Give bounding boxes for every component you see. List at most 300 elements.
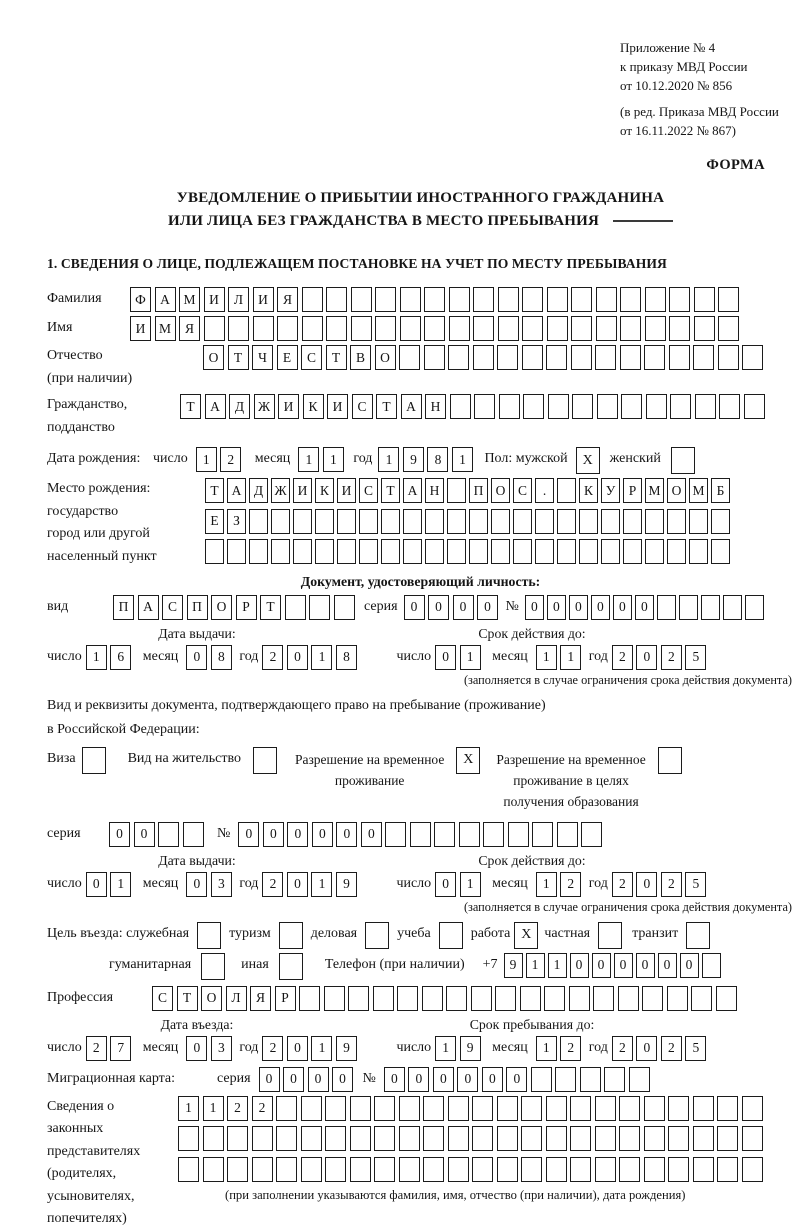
char-box[interactable]: [472, 1157, 493, 1182]
char-box[interactable]: 0: [283, 1067, 304, 1092]
char-box[interactable]: [695, 394, 716, 419]
char-box[interactable]: 0: [109, 822, 130, 847]
char-box[interactable]: 1: [86, 645, 107, 670]
char-box[interactable]: [469, 539, 488, 564]
char-box[interactable]: [522, 316, 543, 341]
char-box[interactable]: [570, 1126, 591, 1151]
char-box[interactable]: [252, 1157, 273, 1182]
char-box[interactable]: 0: [134, 822, 155, 847]
char-box[interactable]: [423, 1096, 444, 1121]
char-box[interactable]: [521, 1157, 542, 1182]
char-box[interactable]: [548, 394, 569, 419]
char-box[interactable]: [423, 1126, 444, 1151]
char-box[interactable]: [581, 822, 602, 847]
char-box[interactable]: [472, 1096, 493, 1121]
char-box[interactable]: [571, 316, 592, 341]
char-box[interactable]: [668, 1096, 689, 1121]
char-box[interactable]: [381, 539, 400, 564]
char-box[interactable]: [448, 1096, 469, 1121]
char-box[interactable]: [302, 316, 323, 341]
char-box[interactable]: М: [179, 287, 200, 312]
char-box[interactable]: [374, 1157, 395, 1182]
char-box[interactable]: [473, 287, 494, 312]
char-box[interactable]: 0: [658, 953, 677, 978]
char-box[interactable]: 1: [110, 872, 131, 897]
char-box[interactable]: [399, 1096, 420, 1121]
char-box[interactable]: [350, 1126, 371, 1151]
char-box[interactable]: 5: [685, 872, 706, 897]
char-box[interactable]: [669, 345, 690, 370]
char-box[interactable]: .: [535, 478, 554, 503]
char-box[interactable]: 2: [612, 1036, 633, 1061]
char-box[interactable]: 2: [612, 645, 633, 670]
char-box[interactable]: [495, 986, 516, 1011]
char-box[interactable]: П: [469, 478, 488, 503]
char-box[interactable]: [555, 1067, 576, 1092]
char-box[interactable]: [620, 345, 641, 370]
char-box[interactable]: О: [211, 595, 232, 620]
char-box[interactable]: Н: [425, 394, 446, 419]
char-box[interactable]: 0: [614, 953, 633, 978]
char-box[interactable]: [621, 394, 642, 419]
char-box[interactable]: [718, 345, 739, 370]
char-box[interactable]: [204, 316, 225, 341]
char-box[interactable]: [718, 316, 739, 341]
char-box[interactable]: [424, 316, 445, 341]
char-box[interactable]: [203, 1126, 224, 1151]
char-box[interactable]: 2: [252, 1096, 273, 1121]
char-box[interactable]: К: [579, 478, 598, 503]
char-box[interactable]: 1: [323, 447, 344, 472]
char-box[interactable]: [618, 986, 639, 1011]
char-box[interactable]: И: [327, 394, 348, 419]
char-box[interactable]: 9: [336, 872, 357, 897]
char-box[interactable]: [644, 1126, 665, 1151]
char-box[interactable]: [277, 316, 298, 341]
char-box[interactable]: [399, 345, 420, 370]
char-box[interactable]: [359, 509, 378, 534]
char-box[interactable]: 0: [525, 595, 544, 620]
char-box[interactable]: [595, 345, 616, 370]
checkbox[interactable]: [82, 747, 106, 774]
char-box[interactable]: [498, 316, 519, 341]
char-box[interactable]: И: [204, 287, 225, 312]
char-box[interactable]: [689, 539, 708, 564]
char-box[interactable]: А: [138, 595, 159, 620]
char-box[interactable]: [644, 1157, 665, 1182]
char-box[interactable]: [459, 822, 480, 847]
char-box[interactable]: [571, 287, 592, 312]
char-box[interactable]: 3: [211, 872, 232, 897]
char-box[interactable]: [623, 539, 642, 564]
char-box[interactable]: [669, 287, 690, 312]
char-box[interactable]: [579, 509, 598, 534]
checkbox[interactable]: [671, 447, 695, 474]
char-box[interactable]: [474, 394, 495, 419]
char-box[interactable]: [385, 822, 406, 847]
char-box[interactable]: 0: [332, 1067, 353, 1092]
char-box[interactable]: [178, 1126, 199, 1151]
char-box[interactable]: 0: [453, 595, 474, 620]
char-box[interactable]: 0: [591, 595, 610, 620]
char-box[interactable]: [719, 394, 740, 419]
char-box[interactable]: [326, 287, 347, 312]
char-box[interactable]: 1: [536, 645, 557, 670]
char-box[interactable]: [469, 509, 488, 534]
char-box[interactable]: 1: [526, 953, 545, 978]
char-box[interactable]: [183, 822, 204, 847]
char-box[interactable]: [325, 1126, 346, 1151]
char-box[interactable]: 1: [203, 1096, 224, 1121]
char-box[interactable]: [745, 595, 764, 620]
char-box[interactable]: [403, 509, 422, 534]
char-box[interactable]: [679, 595, 698, 620]
char-box[interactable]: [425, 539, 444, 564]
char-box[interactable]: [546, 345, 567, 370]
char-box[interactable]: Т: [376, 394, 397, 419]
checkbox[interactable]: [197, 922, 221, 949]
char-box[interactable]: [597, 394, 618, 419]
char-box[interactable]: [400, 316, 421, 341]
char-box[interactable]: [693, 1096, 714, 1121]
char-box[interactable]: [571, 345, 592, 370]
char-box[interactable]: М: [155, 316, 176, 341]
char-box[interactable]: 0: [477, 595, 498, 620]
char-box[interactable]: И: [253, 287, 274, 312]
char-box[interactable]: [717, 1096, 738, 1121]
char-box[interactable]: [667, 539, 686, 564]
char-box[interactable]: 0: [433, 1067, 454, 1092]
char-box[interactable]: [668, 1157, 689, 1182]
char-box[interactable]: Е: [205, 509, 224, 534]
char-box[interactable]: [711, 509, 730, 534]
char-box[interactable]: [253, 316, 274, 341]
char-box[interactable]: [448, 1126, 469, 1151]
char-box[interactable]: [532, 822, 553, 847]
char-box[interactable]: 2: [262, 872, 283, 897]
char-box[interactable]: С: [162, 595, 183, 620]
char-box[interactable]: [450, 394, 471, 419]
char-box[interactable]: С: [352, 394, 373, 419]
char-box[interactable]: [595, 1157, 616, 1182]
char-box[interactable]: 0: [635, 595, 654, 620]
char-box[interactable]: [293, 509, 312, 534]
char-box[interactable]: 9: [403, 447, 424, 472]
char-box[interactable]: [434, 822, 455, 847]
char-box[interactable]: [535, 509, 554, 534]
char-box[interactable]: [483, 822, 504, 847]
char-box[interactable]: 0: [308, 1067, 329, 1092]
char-box[interactable]: [375, 287, 396, 312]
char-box[interactable]: А: [403, 478, 422, 503]
char-box[interactable]: [249, 539, 268, 564]
char-box[interactable]: [350, 1096, 371, 1121]
checkbox[interactable]: X: [514, 922, 538, 949]
char-box[interactable]: [644, 345, 665, 370]
char-box[interactable]: [570, 1157, 591, 1182]
char-box[interactable]: О: [491, 478, 510, 503]
char-box[interactable]: 1: [311, 872, 332, 897]
char-box[interactable]: 2: [262, 645, 283, 670]
char-box[interactable]: Н: [425, 478, 444, 503]
char-box[interactable]: [472, 1126, 493, 1151]
char-box[interactable]: [657, 595, 676, 620]
char-box[interactable]: [351, 316, 372, 341]
char-box[interactable]: [693, 345, 714, 370]
char-box[interactable]: [448, 345, 469, 370]
char-box[interactable]: [604, 1067, 625, 1092]
char-box[interactable]: [595, 1096, 616, 1121]
char-box[interactable]: [424, 287, 445, 312]
char-box[interactable]: [315, 509, 334, 534]
char-box[interactable]: 5: [685, 645, 706, 670]
char-box[interactable]: Р: [623, 478, 642, 503]
char-box[interactable]: [619, 1126, 640, 1151]
char-box[interactable]: 0: [287, 872, 308, 897]
char-box[interactable]: [499, 394, 520, 419]
char-box[interactable]: Л: [226, 986, 247, 1011]
char-box[interactable]: [252, 1126, 273, 1151]
char-box[interactable]: 1: [311, 1036, 332, 1061]
char-box[interactable]: [596, 316, 617, 341]
char-box[interactable]: [645, 316, 666, 341]
char-box[interactable]: 0: [287, 1036, 308, 1061]
char-box[interactable]: [399, 1157, 420, 1182]
char-box[interactable]: [557, 509, 576, 534]
char-box[interactable]: Л: [228, 287, 249, 312]
char-box[interactable]: [497, 1126, 518, 1151]
char-box[interactable]: [645, 287, 666, 312]
char-box[interactable]: [423, 1157, 444, 1182]
char-box[interactable]: [742, 1096, 763, 1121]
char-box[interactable]: [667, 986, 688, 1011]
char-box[interactable]: [299, 986, 320, 1011]
char-box[interactable]: 1: [435, 1036, 456, 1061]
char-box[interactable]: [620, 287, 641, 312]
char-box[interactable]: О: [375, 345, 396, 370]
char-box[interactable]: 5: [685, 1036, 706, 1061]
char-box[interactable]: [276, 1096, 297, 1121]
char-box[interactable]: 0: [259, 1067, 280, 1092]
char-box[interactable]: [491, 509, 510, 534]
char-box[interactable]: [227, 539, 246, 564]
char-box[interactable]: 0: [592, 953, 611, 978]
char-box[interactable]: Я: [179, 316, 200, 341]
char-box[interactable]: [546, 1096, 567, 1121]
char-box[interactable]: [521, 1126, 542, 1151]
char-box[interactable]: Я: [277, 287, 298, 312]
char-box[interactable]: [497, 345, 518, 370]
char-box[interactable]: [227, 1126, 248, 1151]
char-box[interactable]: [619, 1096, 640, 1121]
char-box[interactable]: [620, 316, 641, 341]
char-box[interactable]: Т: [205, 478, 224, 503]
char-box[interactable]: [547, 316, 568, 341]
char-box[interactable]: 2: [262, 1036, 283, 1061]
char-box[interactable]: К: [315, 478, 334, 503]
char-box[interactable]: [742, 1157, 763, 1182]
char-box[interactable]: [717, 1157, 738, 1182]
char-box[interactable]: 1: [298, 447, 319, 472]
char-box[interactable]: [742, 345, 763, 370]
char-box[interactable]: 0: [680, 953, 699, 978]
char-box[interactable]: 0: [435, 872, 456, 897]
char-box[interactable]: [302, 287, 323, 312]
char-box[interactable]: [491, 539, 510, 564]
char-box[interactable]: [531, 1067, 552, 1092]
char-box[interactable]: [535, 539, 554, 564]
char-box[interactable]: [546, 1157, 567, 1182]
char-box[interactable]: 0: [186, 645, 207, 670]
char-box[interactable]: [596, 287, 617, 312]
char-box[interactable]: А: [205, 394, 226, 419]
char-box[interactable]: [293, 539, 312, 564]
char-box[interactable]: М: [645, 478, 664, 503]
char-box[interactable]: [522, 287, 543, 312]
char-box[interactable]: 2: [560, 1036, 581, 1061]
char-box[interactable]: 1: [560, 645, 581, 670]
char-box[interactable]: 9: [336, 1036, 357, 1061]
char-box[interactable]: 0: [428, 595, 449, 620]
char-box[interactable]: [689, 509, 708, 534]
char-box[interactable]: [301, 1157, 322, 1182]
char-box[interactable]: 1: [548, 953, 567, 978]
char-box[interactable]: [228, 316, 249, 341]
char-box[interactable]: 1: [196, 447, 217, 472]
char-box[interactable]: 8: [211, 645, 232, 670]
char-box[interactable]: [422, 986, 443, 1011]
char-box[interactable]: [569, 986, 590, 1011]
char-box[interactable]: [276, 1126, 297, 1151]
char-box[interactable]: В: [350, 345, 371, 370]
char-box[interactable]: 0: [263, 822, 284, 847]
char-box[interactable]: [629, 1067, 650, 1092]
char-box[interactable]: [646, 394, 667, 419]
char-box[interactable]: 1: [460, 872, 481, 897]
checkbox[interactable]: X: [456, 747, 480, 774]
char-box[interactable]: С: [152, 986, 173, 1011]
char-box[interactable]: Т: [381, 478, 400, 503]
char-box[interactable]: 0: [570, 953, 589, 978]
char-box[interactable]: 2: [560, 872, 581, 897]
char-box[interactable]: [595, 1126, 616, 1151]
char-box[interactable]: [403, 539, 422, 564]
char-box[interactable]: [523, 394, 544, 419]
char-box[interactable]: Е: [277, 345, 298, 370]
char-box[interactable]: [522, 345, 543, 370]
char-box[interactable]: [205, 539, 224, 564]
char-box[interactable]: [178, 1157, 199, 1182]
char-box[interactable]: О: [201, 986, 222, 1011]
char-box[interactable]: 6: [110, 645, 131, 670]
char-box[interactable]: 2: [227, 1096, 248, 1121]
char-box[interactable]: К: [303, 394, 324, 419]
char-box[interactable]: М: [689, 478, 708, 503]
char-box[interactable]: [521, 1096, 542, 1121]
char-box[interactable]: [723, 595, 742, 620]
char-box[interactable]: [471, 986, 492, 1011]
char-box[interactable]: [645, 539, 664, 564]
char-box[interactable]: 2: [220, 447, 241, 472]
char-box[interactable]: 1: [311, 645, 332, 670]
char-box[interactable]: У: [601, 478, 620, 503]
char-box[interactable]: [271, 509, 290, 534]
char-box[interactable]: [693, 1126, 714, 1151]
char-box[interactable]: [601, 509, 620, 534]
char-box[interactable]: [570, 1096, 591, 1121]
char-box[interactable]: [276, 1157, 297, 1182]
char-box[interactable]: [448, 1157, 469, 1182]
char-box[interactable]: [642, 986, 663, 1011]
char-box[interactable]: 0: [636, 645, 657, 670]
char-box[interactable]: [325, 1157, 346, 1182]
char-box[interactable]: [668, 1126, 689, 1151]
char-box[interactable]: [702, 953, 721, 978]
char-box[interactable]: 0: [336, 822, 357, 847]
char-box[interactable]: 1: [452, 447, 473, 472]
char-box[interactable]: 0: [482, 1067, 503, 1092]
char-box[interactable]: [644, 1096, 665, 1121]
char-box[interactable]: [579, 539, 598, 564]
char-box[interactable]: [425, 509, 444, 534]
char-box[interactable]: Д: [229, 394, 250, 419]
char-box[interactable]: 0: [238, 822, 259, 847]
char-box[interactable]: [374, 1126, 395, 1151]
char-box[interactable]: Ж: [271, 478, 290, 503]
char-box[interactable]: 0: [506, 1067, 527, 1092]
char-box[interactable]: [580, 1067, 601, 1092]
char-box[interactable]: [397, 986, 418, 1011]
char-box[interactable]: [285, 595, 306, 620]
char-box[interactable]: [520, 986, 541, 1011]
char-box[interactable]: С: [513, 478, 532, 503]
char-box[interactable]: [544, 986, 565, 1011]
char-box[interactable]: [227, 1157, 248, 1182]
char-box[interactable]: 0: [636, 872, 657, 897]
char-box[interactable]: [158, 822, 179, 847]
char-box[interactable]: 0: [287, 822, 308, 847]
char-box[interactable]: [498, 287, 519, 312]
char-box[interactable]: 1: [178, 1096, 199, 1121]
char-box[interactable]: С: [359, 478, 378, 503]
char-box[interactable]: 0: [186, 1036, 207, 1061]
char-box[interactable]: [513, 539, 532, 564]
char-box[interactable]: 0: [186, 872, 207, 897]
char-box[interactable]: [572, 394, 593, 419]
char-box[interactable]: 0: [613, 595, 632, 620]
char-box[interactable]: Р: [236, 595, 257, 620]
char-box[interactable]: [309, 595, 330, 620]
char-box[interactable]: [670, 394, 691, 419]
char-box[interactable]: 2: [661, 872, 682, 897]
char-box[interactable]: 1: [378, 447, 399, 472]
char-box[interactable]: [326, 316, 347, 341]
checkbox[interactable]: [279, 953, 303, 980]
char-box[interactable]: [717, 1126, 738, 1151]
char-box[interactable]: 3: [211, 1036, 232, 1061]
char-box[interactable]: С: [301, 345, 322, 370]
char-box[interactable]: [593, 986, 614, 1011]
char-box[interactable]: [373, 986, 394, 1011]
char-box[interactable]: [744, 394, 765, 419]
char-box[interactable]: [497, 1096, 518, 1121]
char-box[interactable]: 0: [287, 645, 308, 670]
char-box[interactable]: П: [187, 595, 208, 620]
char-box[interactable]: 2: [612, 872, 633, 897]
char-box[interactable]: [601, 539, 620, 564]
char-box[interactable]: [350, 1157, 371, 1182]
char-box[interactable]: [334, 595, 355, 620]
